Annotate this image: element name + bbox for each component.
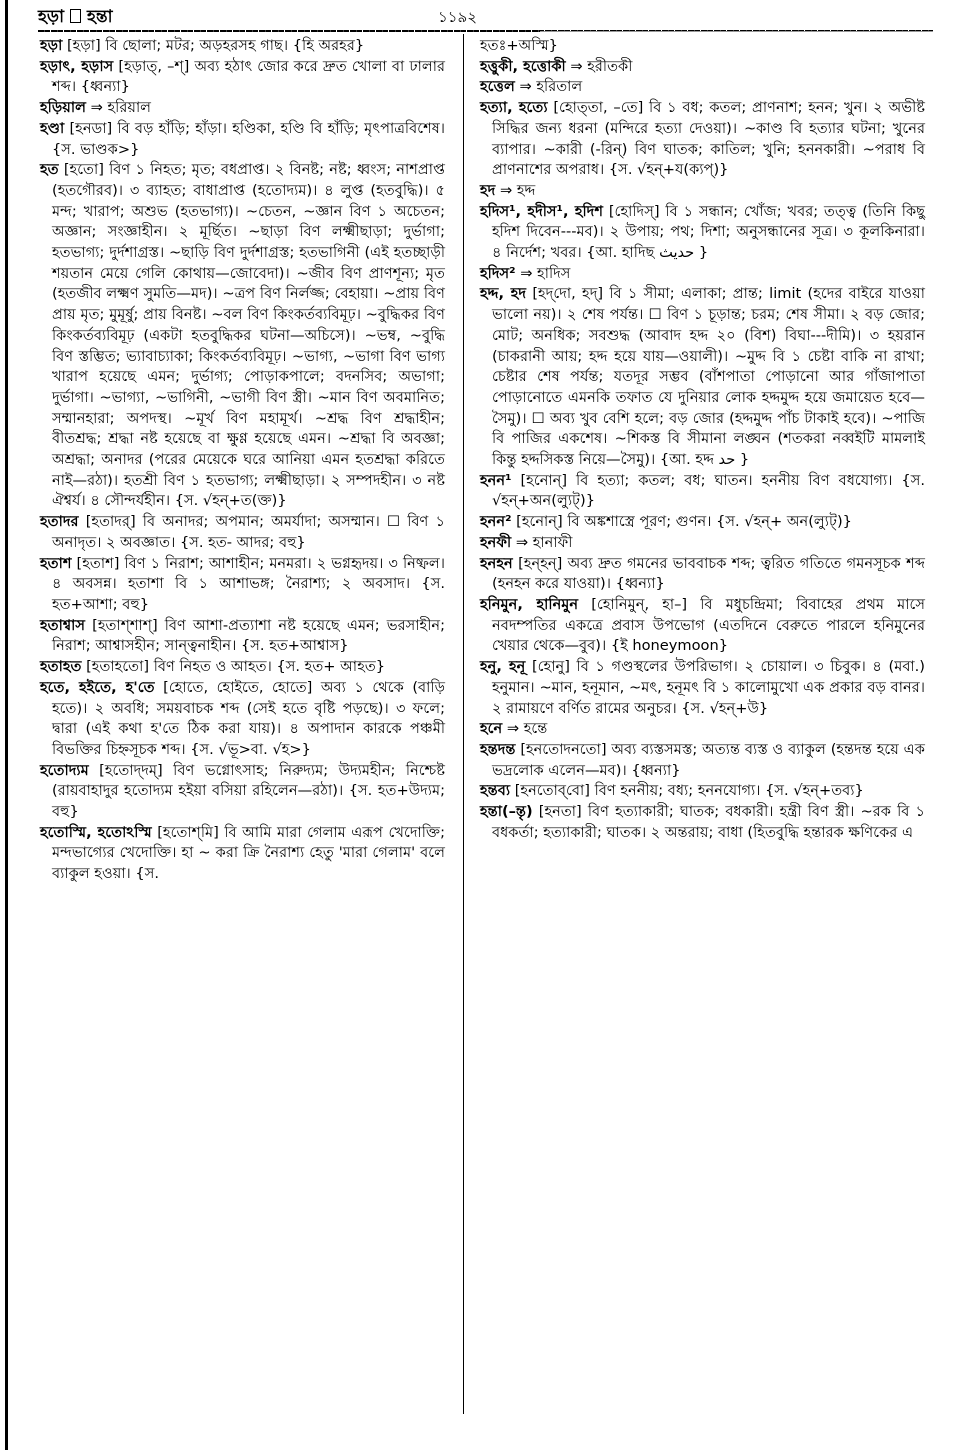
entry-headword: হণ্ডা <box>40 119 65 137</box>
entry-headword: হন্তা(–ন্তৃ) <box>480 803 533 821</box>
entry-headword: হত্তুকী, হত্তোকী <box>480 57 566 75</box>
entry-definition: [হড়াত্‌, –শ্] অব্য হঠাৎ জোর করে দ্রুত খোলা বা ঢালার শব্দ। {ধ্বন্যা} <box>52 57 445 96</box>
dictionary-entry <box>480 202 925 264</box>
dictionary-entry <box>480 264 925 285</box>
entry-headword: হতাশ <box>40 554 72 572</box>
entry-headword: হন্তব্য <box>480 782 511 800</box>
guide-word-first: হড়া <box>38 7 64 27</box>
dictionary-entry <box>40 57 445 98</box>
entry-headword: হড়িয়াল <box>40 99 86 117</box>
dictionary-entry <box>40 160 445 512</box>
entry-headword: হদ্দ, হদ <box>480 285 527 303</box>
entry-definition: ⇒ হদ্দ <box>499 181 536 199</box>
entry-definition: ⇒ হাদিস <box>520 264 571 282</box>
dictionary-entry <box>480 740 925 781</box>
dictionary-entry <box>40 554 445 616</box>
dictionary-entry <box>40 36 445 57</box>
dictionary-entry <box>480 719 925 740</box>
dictionary-entry <box>480 36 925 57</box>
entry-headword: হদিস² <box>480 264 516 282</box>
entry-definition: [হনতোদনতো] অব্য ব্যস্তসমস্ত; অত্যন্ত ব্যস্ত ও ব্যাকুল (হন্তদন্ত হয়ে এক ভদ্রলোক এলেন—মব)। {ধ্বন্যা} <box>492 740 925 779</box>
entry-definition: ⇒ হানাফী <box>515 533 573 551</box>
entry-headword: হতোদ্যম <box>40 761 89 779</box>
entry-headword: হতোস্মি, হতোঽস্মি <box>40 823 152 841</box>
dictionary-entry <box>480 554 925 595</box>
entry-definition: [হনোন্] বি হত্যা; কতল; বধ; ঘাতন। হননীয় বিণ বধযোগ্য। {স. √হন্‌+অন(ল্যুট্)} <box>492 471 925 510</box>
dictionary-entry <box>40 512 445 553</box>
entry-definition: [হোনু] বি ১ গণ্ডস্থলের উপরিভাগ। ২ চোয়াল। ৩ চিবুক। ৪ (মবা.) হনুমান। ~মান, হনূমান, ~মৎ, হনূমৎ বি ১ কালোমুখো এক প্রকার বড় বানর। ২ রামায়ণে বর্ণিত রামের অনুচর। {স. √হন্‌+উ} <box>492 658 925 717</box>
entry-definition: ⇒ হরীতকী <box>570 57 633 75</box>
dictionary-entry <box>480 802 925 843</box>
entry-definition: [হনোন্] বি অঙ্কশাস্ত্রে পূরণ; গুণন। {স. √হন্‌+ অন(ল্যুট্)} <box>516 513 852 531</box>
entry-headword: হতাদর <box>40 513 79 531</box>
entry-headword: হত্তেল <box>480 78 515 96</box>
entry-definition: [হন্‌হন্] অব্য দ্রুত গমনের ভাববাচক শব্দ; ত্বরিত গতিতে গমনসূচক শব্দ (হনহন করে যাওয়া)। {ধ্বন্যা} <box>492 554 925 593</box>
guide-separator-icon <box>70 9 81 23</box>
entry-headword: হনহন <box>480 554 513 572</box>
entry-definition: [হতোশ্‌মি] বি আমি মারা গেলাম এরূপ খেদোক্তি; মন্দভাগ্যের খেদোক্তি। হা ~ করা ক্রি নৈরাশ্য হেতু 'মারা গেলাম' বলে ব্যাকুল হওয়া। {স. <box>52 823 446 883</box>
dictionary-entry <box>40 98 445 119</box>
entry-definition: ⇒ হরিতাল <box>519 78 583 96</box>
entry-definition: [হোত্‌তা, –তে] বি ১ বধ; কতল; প্রাণনাশ; হনন; খুন। ২ অভীষ্ট সিদ্ধির জন্য ধরনা (মন্দিরে হত্যা দেওয়া)। ~কাণ্ড বি হত্যার ঘটনা; খুনের ব্যাপার। ~কারী (-রিন্) বিণ ঘাতক; কাতিল; খুনি; হননকারী। ~পরাধ বি প্রাণনাশের অপরাধ। {স. √হন্‌+য(ক্যপ্)} <box>492 99 926 179</box>
dictionary-entry <box>40 823 445 885</box>
entry-definition: [হোদিস্] বি ১ সন্ধান; খোঁজ; খবর; তত্ত্ব (তিনি কিছু হদিশ দিবেন---মব)। ২ উপায়; পথ; দিশা; অনুসন্ধানের সূত্র। ৩ কূলকিনারা। ৪ নির্দেশ; খবর। {আ. হাদিছ حديث } <box>492 202 926 262</box>
right-column <box>480 36 925 843</box>
entry-definition: [হনতোব্‌বো] বিণ হননীয়; বধ্য; হননযোগ্য। {স. √হন্‌+তব্য} <box>514 782 864 800</box>
entry-definition: [হতোদ্‌দম্] বিণ ভগ্নোৎসাহ; নিরুদ্যম; উদ্যমহীন; নিশ্চেষ্ট (রায়বাহাদুর হতোদ্যম হইয়া বসিয়া রহিলেন—রঠা)। {স. হত+উদ্যম; বহু} <box>52 761 445 821</box>
entry-definition: [হোনিমুন্, হা–] বি মধুচন্দ্রিমা; বিবাহের প্রথম মাসে নবদম্পতির একত্রে প্রবাস উপভোগ (এতদিনে বেরুতে পারলে হনিমুনের খেয়ার থেকে—বুব)। {ই honeymoon} <box>492 595 925 655</box>
dictionary-entry <box>480 533 925 554</box>
entry-headword: হতে, হইতে, হ'তে <box>40 678 155 696</box>
entry-definition: ⇒ হন্তে <box>506 720 548 738</box>
dictionary-entry <box>480 471 925 512</box>
entry-headword: হদিস¹, হদীস¹, হদিশ <box>480 202 603 220</box>
entry-headword: হতাশ্বাস <box>40 616 86 634</box>
entry-headword: হনু, হনূ <box>480 658 526 676</box>
header-rule-faint <box>540 31 933 32</box>
entry-definition: [হনডা] বি বড় হাঁড়ি; হাঁড়া। হণ্ডিকা, হণ্ডি বি হাঁড়ি; মৃৎপাত্রবিশেষ। {স. ভাণ্ডক>} <box>52 119 445 158</box>
dictionary-entry <box>480 98 925 181</box>
entry-headword: হতাহত <box>40 658 82 676</box>
entry-definition: [হতো] বিণ ১ নিহত; মৃত; বধপ্রাপ্ত। ২ বিনষ্ট; নষ্ট; ধ্বংস; নাশপ্রাপ্ত (হতগৌরব)। ৩ ব্যাহত; বাধাপ্রাপ্ত (হতোদ্যম)। ৪ লুপ্ত (হতবুদ্ধি)। ৫ মন্দ; খারাপ; অশুভ (হতভাগ্য)। ~চেতন, ~জ্ঞান বিণ ১ অচেতন; অজ্ঞান; সংজ্ঞাহীন। ২ মূর্ছিত। ~ছাড়া বিণ লক্ষ্মীছাড়া; দুর্ভাগা; হতভাগ্য; দুর্দশাগ্রস্ত। ~ছাড়ি বিণ দুর্দশাগ্রস্ত; হতভাগিনী (এই হতচ্ছাড়ী শয়তান মেয়ে গেলি কোথায়—জোবেদা)। ~জীব বিণ প্রাণশূন্য; মৃত (হতজীব লক্ষ্মণ সুমতি—মদ)। ~ত্রপ বিণ নির্লজ্জ; বেহায়া। ~প্রায় বিণ প্রায় মৃত; মুমূর্ষু; প্রায় বিনষ্ট। ~বল বিণ কিংকর্তব্যবিমূঢ়। ~বুদ্ধিকর বিণ কিংকর্তব্যবিমূঢ় (একটা হতবুদ্ধিকর ঘটনা—অচিসে)। ~ভম্ব, ~বুদ্ধি বিণ স্তম্ভিত; ভ্যাবাচ্যাকা; কিংকর্তব্যবিমূঢ়। ~ভাগ্য, ~ভাগা বিণ ভাগ্য খারাপ হয়েছে এমন; দুর্ভাগ্য; পোড়াকপালে; বদনসিব; অভাগা; দুর্ভাগা। ~ভাগ্যা, ~ভাগিনী, ~ভাগী বিণ স্ত্রী। ~মান বিণ অবমানিত; সম্মানহারা; অপদস্থ। ~মূর্খ বিণ মহামূর্খ। ~শ্রদ্ধ বিণ শ্রদ্ধাহীন; বীতশ্রদ্ধ; শ্রদ্ধা নষ্ট হয়েছে বা ক্ষুণ্ণ হয়েছে এমন। ~শ্রদ্ধা বি অবজ্ঞা; অশ্রদ্ধা; অনাদর (পরের মেয়েকে ঘরে আনিয়া এমন হতশ্রদ্ধা করিতে নাই—রঠা)। হতশ্রী বিণ ১ হতভাগ্য; লক্ষ্মীছাড়া। ২ সম্পদহীন। ৩ নষ্ট ঐশ্বর্য। ৪ সৌন্দর্যহীন। {স. √হন্‌+ত(ক্ত)} <box>52 161 446 510</box>
entry-definition: [হতাহতো] বিণ নিহত ও আহত। {স. হত+ আহত} <box>86 658 386 676</box>
left-column <box>40 36 445 885</box>
entry-headword: হদ <box>480 181 496 199</box>
entry-headword: হনে <box>480 720 503 738</box>
entry-definition: [হতাশ] বিণ ১ নিরাশ; আশাহীন; মনমরা। ২ ভগ্নহৃদয়। ৩ নিষ্ফল। ৪ অবসন্ন। হতাশা বি ১ আশাভঙ্গ; নৈরাশ্য; ২ অবসাদ। {স. হত+আশা; বহু} <box>52 554 445 613</box>
page-number: ১১৯২ <box>438 8 477 26</box>
entry-definition: ⇒ হরিয়াল <box>90 99 152 117</box>
entry-definition: [হতাশ্‌শাশ্] বিণ আশা-প্রত্যাশা নষ্ট হয়েছে এমন; ভরসাহীন; নিরাশ; আশ্বাসহীন; সান্ত্বনাহীন। {স. হত+আশ্বাস} <box>52 616 446 655</box>
entry-definition: [হড়া] বি ছোলা; মটর; অড়হরসহ গাছ। {হি অরহর} <box>66 37 365 54</box>
entry-headword: হড়াৎ, হড়াস <box>40 57 114 75</box>
dictionary-entry <box>480 595 925 657</box>
entry-definition: হতঃ+অস্মি} <box>480 37 558 54</box>
dictionary-entry <box>480 657 925 719</box>
guide-word-last: হন্তা <box>87 7 113 27</box>
dictionary-entry <box>40 678 445 761</box>
guide-words <box>38 4 113 32</box>
dictionary-entry <box>480 57 925 78</box>
dictionary-entry <box>480 781 925 802</box>
entry-headword: হত্যা, হত্যে <box>480 99 548 117</box>
dictionary-entry <box>40 657 445 678</box>
dictionary-entry <box>40 761 445 823</box>
dictionary-entry <box>40 119 445 160</box>
entry-definition: [হদ্‌দো, হদ্] বি ১ সীমা; এলাকা; প্রান্ত; limit (হদের বাইরে যাওয়া ভালো নয়)। ২ শেষ পর্যন্ত। ☐ বিণ ১ চূড়ান্ত; চরম; শেষ সীমা। ২ বড় জোর; মোট; অনধিক; সবশুদ্ধ (আবাদ হদ্দ ২০ (বিশ) বিঘা---দীমি)। ৩ হয়রান (চাকরানী আয়; হদ্দ হয়ে যায়—ওয়ালী)। ~মুদ্দ বি ১ চেষ্টা বাকি না রাখা; চেষ্টার শেষ পর্যন্ত; যতদূর সম্ভব (বাঁশপাতা পোড়ানো আর গাঁজাপাতা পোড়ানোতে এমনকি তফাত যে দুনিয়ার লোক হদ্দমুদ্দ হয়ে জমায়েত হবে—সৈমু)। ☐ অব্য খুব বেশি হলে; বড় জোর (হদ্দমুদ্দ পাঁচ টাকাই হবে)। ~পাজি বি পাজির একশেষ। ~শিকস্ত বি সীমানা লঙ্ঘন (শতকরা নব্বইটি মামলাই কিন্তু হদ্দসিকস্ত নিয়ে—সৈমু)। {আ. হদ্দ حد } <box>492 285 925 469</box>
entry-definition: [হনতা] বিণ হত্যাকারী; ঘাতক; বধকারী। হন্ত্রী বিণ স্ত্রী। ~রক বি ১ বধকর্তা; হত্যাকারী; ঘাতক। ২ অন্তরায়; বাধা (হিতবুদ্ধি হন্তারক ক্ষণিকের এ <box>492 803 925 841</box>
entry-headword: হনন² <box>480 513 512 531</box>
entry-headword: হড়া <box>40 37 63 54</box>
entry-headword: হনন¹ <box>480 471 512 489</box>
entry-headword: হত <box>40 161 59 179</box>
dictionary-entry <box>480 512 925 533</box>
dictionary-entry <box>40 616 445 657</box>
page-header <box>38 4 933 30</box>
entry-definition: [হতাদর্] বি অনাদর; অপমান; অমর্যাদা; অসম্মান। ☐ বিণ ১ অনাদৃত। ২ অবজ্ঞাত। {স. হত- আদর; বহু} <box>52 513 445 551</box>
entry-definition: [হোতে, হোইতে, হোতে] অব্য ১ থেকে (বাড়ি হতে)। ২ অবধি; সময়বাচক শব্দ (সেই হতে বৃষ্টি পড়ছে)। ৩ ফলে; দ্বারা (এই কথা হ'তে ঠিক করা যায়)। ৪ অপাদান কারকে পঞ্চমী বিভক্তির চিহ্নসূচক শব্দ। {স. √ভূ>বা. √হ>} <box>52 678 446 758</box>
column-divider <box>463 34 464 1414</box>
dictionary-entry <box>480 181 925 202</box>
entry-headword: হনিমুন, হানিমুন <box>480 595 579 613</box>
dictionary-entry <box>480 284 925 470</box>
page-binding-edge <box>5 0 8 1450</box>
entry-headword: হনফী <box>480 533 512 551</box>
entry-headword: হন্তদন্ত <box>480 740 516 758</box>
dictionary-entry <box>480 77 925 98</box>
